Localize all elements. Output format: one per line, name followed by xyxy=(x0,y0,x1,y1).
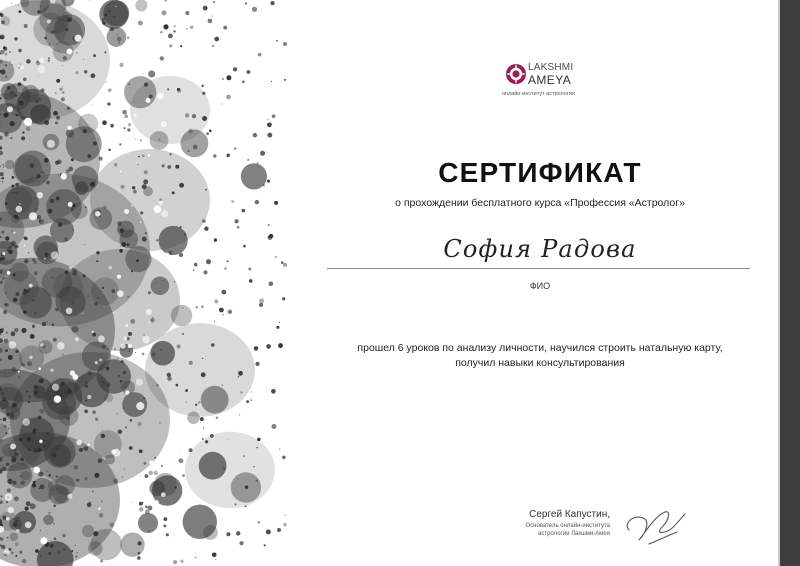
page-edge xyxy=(780,0,800,566)
signer-title-line: астрологии Лакшми-Амея xyxy=(538,531,610,537)
signature-image xyxy=(619,500,689,548)
signer-name: Сергей Капустин, xyxy=(529,509,610,520)
recipient-name: София Радова xyxy=(443,235,637,263)
signer-title xyxy=(470,522,610,538)
logo-emblem-icon xyxy=(505,63,527,85)
achievement-description xyxy=(330,341,750,371)
name-caption: ФИО xyxy=(529,281,551,291)
certificate-subtitle: о прохождении бесплатного курса «Профессия «Астролог» xyxy=(395,197,685,209)
logo-name-line2: AMEYA xyxy=(528,73,572,87)
description-line: прошел 6 уроков по анализу личности, научился строить натальную карту, xyxy=(357,342,723,354)
institute-logo xyxy=(502,60,605,102)
certificate-title: СЕРТИФИКАТ xyxy=(438,157,642,188)
signer-title-line: Основатель онлайн-института xyxy=(525,523,610,529)
logo-name-line1: LAKSHMI xyxy=(528,62,574,73)
name-underline xyxy=(327,268,750,269)
logo-tagline: онлайн-институт астрологии xyxy=(502,91,575,97)
ink-splatter-artwork xyxy=(0,0,300,566)
description-line: получил навыки консультирования xyxy=(455,357,625,369)
